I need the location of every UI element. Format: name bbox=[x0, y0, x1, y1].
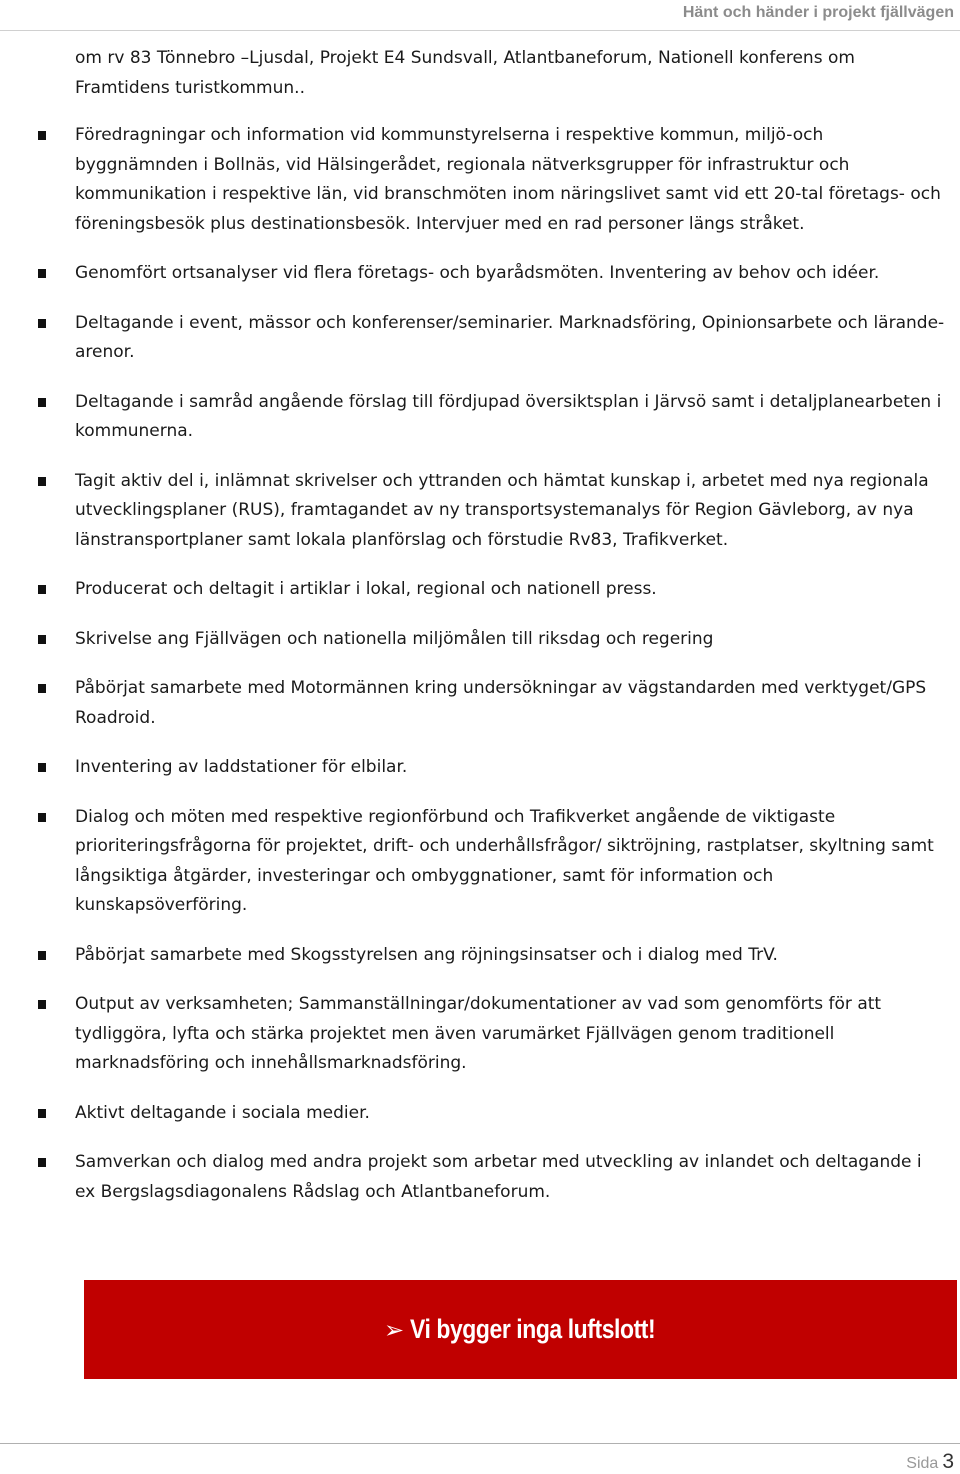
list-item bbox=[0, 121, 945, 239]
list-item bbox=[0, 467, 945, 556]
list-item-text: Deltagande i samråd angående förslag till fördjupad översiktsplan i Järvsö samt i detaljplanearbeten i kommunerna. bbox=[75, 391, 942, 441]
list-item-text: Producerat och deltagit i artiklar i lokal, regional och nationell press. bbox=[75, 579, 657, 599]
list-item bbox=[0, 309, 945, 368]
list-item-text: Tagit aktiv del i, inlämnat skrivelser och yttranden och hämtat kunskap i, arbetet med nya regionala utvecklingsplaner (RUS), framtagandet av ny transportsystemanalys för Region Gävleborg, av nya länstransportplaner samt lokala planförslag och förstudie Rv83, Trafikverket. bbox=[75, 470, 929, 550]
list-item-text: Påbörjat samarbete med Skogsstyrelsen ang röjningsinsatser och i dialog med TrV. bbox=[75, 944, 778, 965]
page-footer bbox=[906, 1450, 954, 1474]
square-bullet-icon bbox=[38, 1109, 46, 1118]
arrow-right-icon: ➢ bbox=[384, 1315, 405, 1344]
list-item-text: Inventering av laddstationer för elbilar. bbox=[75, 757, 408, 777]
list-item bbox=[0, 1148, 945, 1207]
square-bullet-icon bbox=[38, 684, 46, 693]
bullet-list bbox=[0, 121, 960, 1227]
list-item bbox=[0, 753, 945, 783]
square-bullet-icon bbox=[38, 1158, 46, 1167]
list-item bbox=[0, 575, 945, 605]
square-bullet-icon bbox=[38, 1000, 46, 1009]
list-item bbox=[0, 990, 945, 1079]
page-label: Sida bbox=[906, 1455, 939, 1472]
list-item-text: Output av verksamheten; Sammanställningar/dokumentationer av vad som genomförts för att tydliggöra, lyfta och stärka projektet men även varumärket Fjällvägen genom traditionell marknadsföring och innehållsmarknadsföring. bbox=[75, 994, 882, 1073]
list-item bbox=[0, 803, 945, 921]
square-bullet-icon bbox=[38, 398, 46, 407]
list-item-text: Genomfört ortsanalyser vid flera företags- och byarådsmöten. Inventering av behov och idéer. bbox=[75, 263, 880, 283]
square-bullet-icon bbox=[38, 319, 46, 328]
page-header-title: Hänt och händer i projekt fjällvägen bbox=[682, 4, 954, 21]
intro-paragraph: om rv 83 Tönnebro –Ljusdal, Projekt E4 Sundsvall, Atlantbaneforum, Nationell konferens om Framtidens turistkommun.. bbox=[75, 48, 855, 98]
square-bullet-icon bbox=[38, 635, 46, 644]
banner-slogan: Vi bygger inga luftslott! bbox=[410, 1314, 656, 1344]
list-item bbox=[0, 625, 945, 655]
square-bullet-icon bbox=[38, 131, 46, 140]
list-item-text: Skrivelse ang Fjällvägen och nationella miljömålen till riksdag och regering bbox=[75, 628, 714, 649]
list-item-text: Föredragningar och information vid kommunstyrelserna i respektive kommun, miljö-och byggnämnden i Bollnäs, vid Hälsingerådet, regionala nätverksgrupper för infrastruktur och kommunikation i respektive län, vid branschmöten inom näringslivet samt vid ett 20-tal företags- och föreningsbesök plus destinationsbesök. Intervjuer med en rad personer längs stråket. bbox=[75, 125, 941, 234]
square-bullet-icon bbox=[38, 477, 46, 486]
list-item bbox=[0, 674, 945, 733]
page-number: 3 bbox=[942, 1450, 954, 1473]
list-item-text: Samverkan och dialog med andra projekt som arbetar med utveckling av inlandet och deltagande i ex Bergslagsdiagonalens Rådslag och Atlantbaneforum. bbox=[75, 1152, 922, 1202]
square-bullet-icon bbox=[38, 269, 46, 278]
list-item-text: Dialog och möten med respektive regionförbund och Trafikverket angående de viktigaste prioriteringsfrågorna för projektet, drift- och underhållsfrågor/ siktröjning, rastplatser, skyltning samt långsiktiga åtgärder, investeringar och ombyggnationer, samt för information och kunskapsöverföring. bbox=[75, 806, 934, 915]
square-bullet-icon bbox=[38, 951, 46, 960]
header-divider bbox=[0, 30, 960, 31]
square-bullet-icon bbox=[38, 763, 46, 772]
footer-divider bbox=[0, 1443, 960, 1444]
list-item bbox=[0, 1099, 945, 1129]
list-item bbox=[0, 941, 945, 971]
square-bullet-icon bbox=[38, 585, 46, 594]
slogan-banner bbox=[84, 1280, 957, 1379]
list-item bbox=[0, 259, 945, 289]
list-item-text: Aktivt deltagande i sociala medier. bbox=[75, 1102, 370, 1123]
square-bullet-icon bbox=[38, 813, 46, 822]
list-item-text: Deltagande i event, mässor och konferenser/seminarier. Marknadsföring, Opinionsarbete och lärande-arenor. bbox=[75, 312, 945, 362]
list-item-text: Påbörjat samarbete med Motormännen kring undersökningar av vägstandarden med verktyget/GPS Roadroid. bbox=[75, 678, 927, 728]
list-item bbox=[0, 388, 945, 447]
